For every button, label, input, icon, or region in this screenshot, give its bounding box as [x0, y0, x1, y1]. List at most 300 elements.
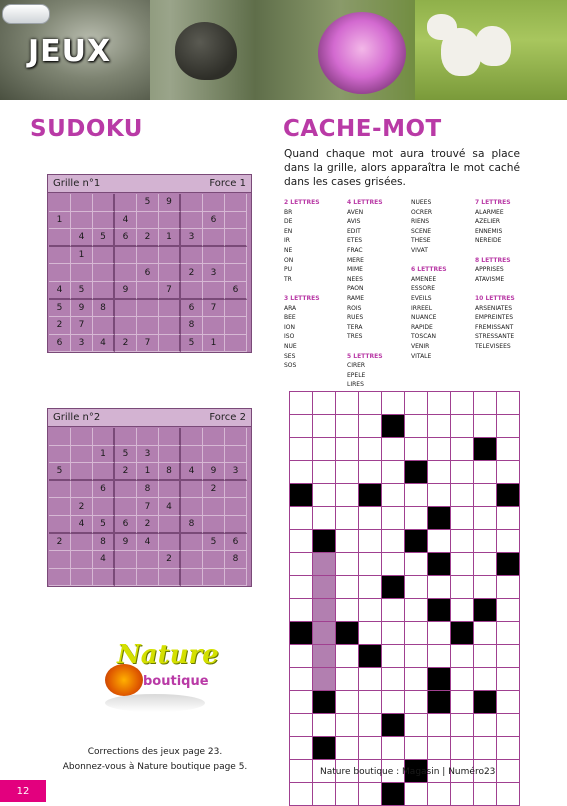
grid-cell[interactable] — [359, 737, 382, 760]
grid-cell[interactable] — [290, 783, 313, 806]
sudoku-cell[interactable] — [49, 264, 71, 282]
grid-cell[interactable] — [313, 507, 336, 530]
grid-cell[interactable] — [451, 576, 474, 599]
grid-cell[interactable] — [405, 507, 428, 530]
sudoku-cell[interactable] — [115, 551, 137, 569]
grid-cell[interactable] — [359, 553, 382, 576]
grid-cell[interactable] — [290, 530, 313, 553]
grid-cell[interactable] — [474, 553, 497, 576]
grid-cell[interactable] — [474, 737, 497, 760]
sudoku-cell[interactable]: 7 — [137, 498, 159, 516]
grid-cell[interactable] — [497, 622, 520, 645]
sudoku-cell[interactable] — [49, 229, 71, 247]
sudoku-cell[interactable] — [115, 481, 137, 499]
sudoku-cell[interactable] — [181, 569, 203, 587]
grid-cell[interactable] — [428, 714, 451, 737]
sudoku-cell[interactable] — [93, 463, 115, 481]
sudoku-cell[interactable] — [93, 317, 115, 335]
grid-cell[interactable] — [336, 668, 359, 691]
sudoku-cell[interactable]: 8 — [181, 317, 203, 335]
sudoku-cell[interactable] — [115, 194, 137, 212]
sudoku-cell[interactable]: 6 — [225, 282, 247, 300]
grid-cell[interactable] — [382, 530, 405, 553]
sudoku-cell[interactable] — [225, 264, 247, 282]
sudoku-cell[interactable]: 7 — [71, 317, 93, 335]
sudoku-cell[interactable]: 9 — [71, 300, 93, 318]
sudoku-cell[interactable] — [225, 317, 247, 335]
grid-cell[interactable] — [405, 714, 428, 737]
grid-cell[interactable] — [359, 599, 382, 622]
grid-cell[interactable] — [382, 691, 405, 714]
sudoku-cell[interactable] — [159, 247, 181, 265]
sudoku-cell[interactable] — [115, 428, 137, 446]
sudoku-cell[interactable] — [71, 534, 93, 552]
grid-cell[interactable] — [451, 438, 474, 461]
grid-cell[interactable] — [313, 783, 336, 806]
sudoku-cell[interactable]: 2 — [49, 317, 71, 335]
sudoku-cell[interactable]: 3 — [225, 463, 247, 481]
grid-cell[interactable] — [428, 783, 451, 806]
sudoku-cell[interactable]: 2 — [71, 498, 93, 516]
grid-cell[interactable] — [451, 507, 474, 530]
sudoku-cell[interactable] — [159, 534, 181, 552]
sudoku-cell[interactable] — [115, 264, 137, 282]
sudoku-cell[interactable]: 2 — [115, 335, 137, 353]
sudoku-cell[interactable] — [203, 446, 225, 464]
sudoku-cell[interactable]: 2 — [159, 551, 181, 569]
sudoku-cell[interactable]: 6 — [49, 335, 71, 353]
sudoku-cell[interactable] — [203, 428, 225, 446]
grid-cell[interactable] — [359, 392, 382, 415]
grid-cell[interactable] — [290, 714, 313, 737]
grid-cell[interactable] — [359, 668, 382, 691]
sudoku-cell[interactable] — [137, 317, 159, 335]
gray-cell[interactable] — [313, 553, 336, 576]
grid-cell[interactable] — [359, 691, 382, 714]
sudoku-cell[interactable] — [203, 229, 225, 247]
grid-cell[interactable] — [451, 415, 474, 438]
sudoku-cell[interactable] — [49, 551, 71, 569]
grid-cell[interactable] — [405, 438, 428, 461]
grid-cell[interactable] — [405, 622, 428, 645]
sudoku-cell[interactable]: 2 — [115, 463, 137, 481]
sudoku-cell[interactable]: 3 — [181, 229, 203, 247]
grid-cell[interactable] — [290, 576, 313, 599]
sudoku-cell[interactable] — [225, 335, 247, 353]
grid-cell[interactable] — [359, 783, 382, 806]
sudoku-cell[interactable] — [71, 463, 93, 481]
sudoku-cell[interactable] — [181, 212, 203, 230]
grid-cell[interactable] — [336, 438, 359, 461]
grid-cell[interactable] — [497, 668, 520, 691]
grid-cell[interactable] — [474, 507, 497, 530]
grid-cell[interactable] — [497, 760, 520, 783]
sudoku-cell[interactable] — [115, 569, 137, 587]
grid-cell[interactable] — [382, 645, 405, 668]
sudoku-cell[interactable] — [159, 569, 181, 587]
grid-cell[interactable] — [474, 622, 497, 645]
grid-cell[interactable] — [428, 461, 451, 484]
sudoku-cell[interactable]: 5 — [181, 335, 203, 353]
grid-cell[interactable] — [290, 760, 313, 783]
sudoku-cell[interactable] — [225, 516, 247, 534]
sudoku-cell[interactable] — [137, 282, 159, 300]
grid-cell[interactable] — [290, 438, 313, 461]
sudoku-cell[interactable]: 6 — [137, 264, 159, 282]
sudoku-cell[interactable]: 5 — [49, 463, 71, 481]
sudoku-cell[interactable] — [225, 498, 247, 516]
grid-cell[interactable] — [405, 415, 428, 438]
grid-cell[interactable] — [290, 392, 313, 415]
sudoku-cell[interactable] — [49, 428, 71, 446]
grid-cell[interactable] — [451, 737, 474, 760]
sudoku-cell[interactable]: 4 — [137, 534, 159, 552]
grid-cell[interactable] — [336, 599, 359, 622]
grid-cell[interactable] — [405, 783, 428, 806]
grid-cell[interactable] — [405, 392, 428, 415]
gray-cell[interactable] — [313, 599, 336, 622]
sudoku-cell[interactable] — [71, 551, 93, 569]
sudoku-cell[interactable] — [159, 212, 181, 230]
grid-cell[interactable] — [428, 645, 451, 668]
sudoku-cell[interactable]: 5 — [93, 229, 115, 247]
sudoku-cell[interactable] — [49, 498, 71, 516]
sudoku-cell[interactable]: 1 — [93, 446, 115, 464]
grid-cell[interactable] — [336, 553, 359, 576]
sudoku-cell[interactable] — [159, 481, 181, 499]
sudoku-cell[interactable]: 4 — [115, 212, 137, 230]
grid-cell[interactable] — [497, 714, 520, 737]
grid-cell[interactable] — [474, 714, 497, 737]
sudoku-cell[interactable] — [225, 247, 247, 265]
sudoku-cell[interactable]: 5 — [93, 516, 115, 534]
sudoku-cell[interactable] — [159, 516, 181, 534]
sudoku-cell[interactable]: 1 — [137, 463, 159, 481]
sudoku-cell[interactable]: 3 — [71, 335, 93, 353]
sudoku-cell[interactable] — [225, 194, 247, 212]
sudoku-cell[interactable] — [181, 551, 203, 569]
sudoku-cell[interactable]: 4 — [159, 498, 181, 516]
sudoku-cell[interactable] — [159, 446, 181, 464]
sudoku-cell[interactable] — [93, 498, 115, 516]
sudoku-cell[interactable] — [115, 247, 137, 265]
grid-cell[interactable] — [290, 645, 313, 668]
grid-cell[interactable] — [336, 530, 359, 553]
grid-cell[interactable] — [359, 714, 382, 737]
sudoku-cell[interactable] — [203, 247, 225, 265]
grid-cell[interactable] — [382, 484, 405, 507]
grid-cell[interactable] — [405, 553, 428, 576]
grid-cell[interactable] — [313, 714, 336, 737]
sudoku-cell[interactable]: 8 — [93, 534, 115, 552]
grid-cell[interactable] — [290, 507, 313, 530]
grid-cell[interactable] — [336, 737, 359, 760]
sudoku-cell[interactable] — [49, 569, 71, 587]
grid-cell[interactable] — [359, 576, 382, 599]
grid-cell[interactable] — [336, 645, 359, 668]
grid-cell[interactable] — [382, 461, 405, 484]
grid-cell[interactable] — [359, 530, 382, 553]
sudoku-cell[interactable]: 6 — [115, 229, 137, 247]
sudoku-cell[interactable] — [49, 194, 71, 212]
sudoku-cell[interactable] — [137, 551, 159, 569]
grid-cell[interactable] — [313, 484, 336, 507]
sudoku-cell[interactable] — [93, 282, 115, 300]
grid-cell[interactable] — [382, 737, 405, 760]
sudoku-cell[interactable]: 4 — [71, 229, 93, 247]
sudoku-cell[interactable] — [203, 569, 225, 587]
grid-cell[interactable] — [451, 392, 474, 415]
sudoku-cell[interactable] — [49, 247, 71, 265]
sudoku-cell[interactable] — [71, 446, 93, 464]
grid-cell[interactable] — [451, 461, 474, 484]
sudoku-cell[interactable]: 5 — [203, 534, 225, 552]
grid-cell[interactable] — [336, 461, 359, 484]
sudoku-cell[interactable] — [203, 194, 225, 212]
sudoku-cell[interactable] — [203, 551, 225, 569]
sudoku-cell[interactable]: 9 — [159, 194, 181, 212]
sudoku-cell[interactable] — [159, 317, 181, 335]
sudoku-cell[interactable]: 2 — [203, 481, 225, 499]
sudoku-cell[interactable] — [181, 247, 203, 265]
grid-cell[interactable] — [497, 392, 520, 415]
sudoku-cell[interactable]: 8 — [159, 463, 181, 481]
grid-cell[interactable] — [451, 783, 474, 806]
sudoku-cell[interactable] — [71, 212, 93, 230]
sudoku-cell[interactable]: 1 — [71, 247, 93, 265]
grid-cell[interactable] — [474, 783, 497, 806]
grid-cell[interactable] — [313, 438, 336, 461]
grid-cell[interactable] — [474, 645, 497, 668]
sudoku-cell[interactable]: 2 — [137, 229, 159, 247]
grid-cell[interactable] — [451, 668, 474, 691]
sudoku-cell[interactable] — [137, 212, 159, 230]
grid-cell[interactable] — [474, 461, 497, 484]
grid-cell[interactable] — [451, 599, 474, 622]
sudoku-cell[interactable]: 4 — [93, 551, 115, 569]
grid-cell[interactable] — [451, 645, 474, 668]
grid-cell[interactable] — [474, 415, 497, 438]
sudoku-cell[interactable]: 1 — [159, 229, 181, 247]
sudoku-cell[interactable] — [137, 428, 159, 446]
grid-cell[interactable] — [428, 484, 451, 507]
grid-cell[interactable] — [290, 599, 313, 622]
grid-cell[interactable] — [290, 737, 313, 760]
sudoku-cell[interactable] — [71, 481, 93, 499]
grid-cell[interactable] — [336, 714, 359, 737]
sudoku-cell[interactable] — [203, 282, 225, 300]
sudoku-cell[interactable] — [181, 498, 203, 516]
sudoku-cell[interactable] — [181, 446, 203, 464]
grid-cell[interactable] — [336, 392, 359, 415]
sudoku-cell[interactable]: 6 — [225, 534, 247, 552]
sudoku-cell[interactable] — [159, 300, 181, 318]
sudoku-cell[interactable]: 6 — [93, 481, 115, 499]
sudoku-cell[interactable]: 7 — [137, 335, 159, 353]
grid-cell[interactable] — [359, 438, 382, 461]
sudoku-cell[interactable]: 8 — [225, 551, 247, 569]
grid-cell[interactable] — [451, 691, 474, 714]
grid-cell[interactable] — [405, 599, 428, 622]
sudoku-cell[interactable] — [93, 247, 115, 265]
sudoku-cell[interactable]: 5 — [137, 194, 159, 212]
sudoku-cell[interactable]: 4 — [49, 282, 71, 300]
grid-cell[interactable] — [359, 461, 382, 484]
sudoku-cell[interactable] — [93, 194, 115, 212]
sudoku-cell[interactable]: 4 — [71, 516, 93, 534]
sudoku-cell[interactable] — [159, 428, 181, 446]
grid-cell[interactable] — [428, 415, 451, 438]
grid-cell[interactable] — [290, 461, 313, 484]
sudoku-cell[interactable] — [181, 282, 203, 300]
grid-cell[interactable] — [382, 507, 405, 530]
grid-cell[interactable] — [336, 691, 359, 714]
grid-cell[interactable] — [336, 484, 359, 507]
gray-cell[interactable] — [313, 622, 336, 645]
grid-cell[interactable] — [336, 415, 359, 438]
sudoku-cell[interactable] — [203, 317, 225, 335]
grid-cell[interactable] — [497, 783, 520, 806]
grid-cell[interactable] — [428, 737, 451, 760]
sudoku-cell[interactable]: 9 — [115, 534, 137, 552]
grid-cell[interactable] — [497, 461, 520, 484]
grid-cell[interactable] — [313, 392, 336, 415]
grid-cell[interactable] — [474, 530, 497, 553]
sudoku-cell[interactable] — [159, 335, 181, 353]
grid-cell[interactable] — [290, 553, 313, 576]
grid-cell[interactable] — [359, 622, 382, 645]
grid-cell[interactable] — [474, 484, 497, 507]
sudoku-cell[interactable]: 5 — [115, 446, 137, 464]
sudoku-cell[interactable]: 7 — [203, 300, 225, 318]
sudoku-cell[interactable]: 8 — [137, 481, 159, 499]
sudoku-cell[interactable] — [137, 569, 159, 587]
sudoku-cell[interactable]: 4 — [93, 335, 115, 353]
sudoku-cell[interactable] — [225, 300, 247, 318]
sudoku-cell[interactable]: 1 — [49, 212, 71, 230]
grid-cell[interactable] — [290, 691, 313, 714]
grid-cell[interactable] — [497, 691, 520, 714]
sudoku-cell[interactable] — [225, 212, 247, 230]
sudoku-cell[interactable]: 8 — [181, 516, 203, 534]
grid-cell[interactable] — [382, 668, 405, 691]
grid-cell[interactable] — [497, 438, 520, 461]
sudoku-cell[interactable]: 9 — [115, 282, 137, 300]
grid-cell[interactable] — [497, 645, 520, 668]
gray-cell[interactable] — [313, 645, 336, 668]
grid-cell[interactable] — [290, 668, 313, 691]
grid-cell[interactable] — [405, 576, 428, 599]
sudoku-cell[interactable] — [71, 569, 93, 587]
grid-cell[interactable] — [336, 783, 359, 806]
sudoku-cell[interactable] — [159, 264, 181, 282]
grid-cell[interactable] — [290, 415, 313, 438]
grid-cell[interactable] — [405, 737, 428, 760]
grid-cell[interactable] — [382, 553, 405, 576]
grid-cell[interactable] — [428, 576, 451, 599]
sudoku-cell[interactable] — [225, 446, 247, 464]
sudoku-cell[interactable] — [181, 428, 203, 446]
gray-cell[interactable] — [313, 576, 336, 599]
sudoku-cell[interactable] — [49, 446, 71, 464]
sudoku-cell[interactable] — [137, 247, 159, 265]
grid-cell[interactable] — [497, 415, 520, 438]
grid-cell[interactable] — [405, 668, 428, 691]
grid-cell[interactable] — [474, 576, 497, 599]
sudoku-cell[interactable] — [49, 481, 71, 499]
sudoku-cell[interactable] — [71, 194, 93, 212]
grid-cell[interactable] — [336, 507, 359, 530]
sudoku-cell[interactable] — [181, 194, 203, 212]
sudoku-cell[interactable]: 2 — [49, 534, 71, 552]
sudoku-cell[interactable] — [49, 516, 71, 534]
grid-cell[interactable] — [451, 530, 474, 553]
sudoku-cell[interactable]: 6 — [203, 212, 225, 230]
sudoku-cell[interactable] — [203, 516, 225, 534]
sudoku-cell[interactable]: 1 — [203, 335, 225, 353]
grid-cell[interactable] — [497, 507, 520, 530]
sudoku-cell[interactable]: 5 — [71, 282, 93, 300]
sudoku-cell[interactable] — [93, 264, 115, 282]
sudoku-cell[interactable] — [225, 428, 247, 446]
sudoku-cell[interactable] — [115, 300, 137, 318]
grid-cell[interactable] — [428, 392, 451, 415]
grid-cell[interactable] — [405, 691, 428, 714]
sudoku-cell[interactable]: 2 — [137, 516, 159, 534]
gray-cell[interactable] — [313, 668, 336, 691]
grid-cell[interactable] — [382, 438, 405, 461]
sudoku-cell[interactable] — [225, 481, 247, 499]
sudoku-cell[interactable]: 5 — [49, 300, 71, 318]
grid-cell[interactable] — [451, 553, 474, 576]
sudoku-cell[interactable]: 9 — [203, 463, 225, 481]
grid-cell[interactable] — [359, 507, 382, 530]
grid-cell[interactable] — [451, 484, 474, 507]
grid-cell[interactable] — [497, 737, 520, 760]
grid-cell[interactable] — [405, 645, 428, 668]
grid-cell[interactable] — [474, 392, 497, 415]
grid-cell[interactable] — [428, 530, 451, 553]
grid-cell[interactable] — [359, 415, 382, 438]
sudoku-cell[interactable]: 7 — [159, 282, 181, 300]
sudoku-cell[interactable]: 8 — [93, 300, 115, 318]
sudoku-cell[interactable] — [115, 498, 137, 516]
sudoku-cell[interactable]: 6 — [181, 300, 203, 318]
grid-cell[interactable] — [313, 415, 336, 438]
sudoku-cell[interactable] — [93, 212, 115, 230]
sudoku-cell[interactable] — [71, 264, 93, 282]
grid-cell[interactable] — [428, 622, 451, 645]
sudoku-cell[interactable] — [115, 317, 137, 335]
grid-cell[interactable] — [474, 668, 497, 691]
sudoku-cell[interactable] — [181, 534, 203, 552]
grid-cell[interactable] — [382, 622, 405, 645]
grid-cell[interactable] — [451, 714, 474, 737]
sudoku-cell[interactable] — [93, 569, 115, 587]
grid-cell[interactable] — [497, 530, 520, 553]
sudoku-cell[interactable] — [137, 300, 159, 318]
grid-cell[interactable] — [382, 392, 405, 415]
sudoku-cell[interactable]: 3 — [137, 446, 159, 464]
sudoku-cell[interactable]: 6 — [115, 516, 137, 534]
grid-cell[interactable] — [336, 576, 359, 599]
sudoku-cell[interactable] — [203, 498, 225, 516]
sudoku-cell[interactable] — [71, 428, 93, 446]
sudoku-cell[interactable] — [181, 481, 203, 499]
grid-cell[interactable] — [382, 599, 405, 622]
grid-cell[interactable] — [428, 438, 451, 461]
grid-cell[interactable] — [497, 599, 520, 622]
